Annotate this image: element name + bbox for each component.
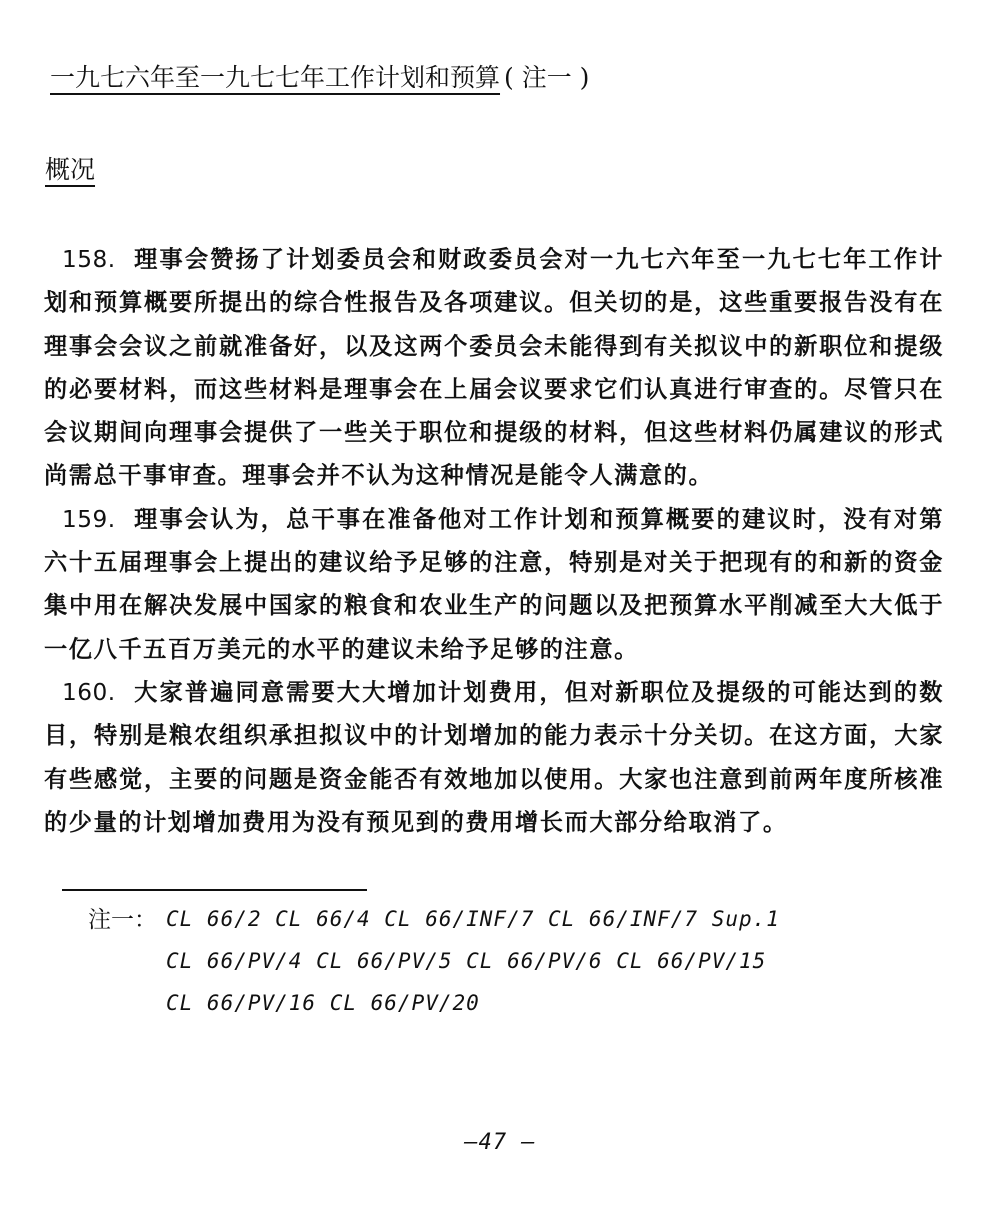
paragraph-160 <box>44 671 944 844</box>
paragraph-number: 158. <box>62 246 116 273</box>
footnote-references <box>166 898 780 1024</box>
page-number: –47 – <box>464 1130 536 1155</box>
paragraph-159 <box>44 498 944 671</box>
paragraph-number: 160. <box>62 678 116 706</box>
footnote-divider <box>62 889 367 891</box>
document-title <box>50 58 589 94</box>
paragraph-number: 159. <box>62 505 116 533</box>
footnote-label: 注一： <box>88 907 157 933</box>
section-heading: 概况 <box>45 155 96 184</box>
title-text: 一九七六年至一九七七年工作计划和预算 <box>50 63 501 92</box>
paragraph-text: 理事会赞扬了计划委员会和财政委员会对一九七六年至一九七七年工作计划和预算概要所提出的综合性报告及各项建议。但关切的是，这些重要报告没有在理事会会议之前就准备好，以及这两个委员会未能得到有关拟议中的新职位和提级的必要材料，而这些材料是理事会在上届会议要求它们认真进行审查的。尽管只在会议期间向理事会提供了一些关于职位和提级的材料，但这些材料仍属建议的形式尚需总干事审查。理事会并不认为这种情况是能令人满意的。 <box>44 246 944 490</box>
paragraph-158 <box>44 238 944 498</box>
paragraph-text: 大家普遍同意需要大大增加计划费用，但对新职位及提级的可能达到的数目，特别是粮农组织承担拟议中的计划增加的能力表示十分关切。在这方面，大家有些感觉，主要的问题是资金能否有效地加以使用。大家也注意到前两年度所核准的少量的计划增加费用为没有预见到的费用增长而大部分给取消了。 <box>44 678 944 836</box>
paragraph-text: 理事会认为，总干事在准备他对工作计划和预算概要的建议时，没有对第六十五届理事会上提出的建议给予足够的注意，特别是对关于把现有的和新的资金集中用在解决发展中国家的粮食和农业生产的问题以及把预算水平削减至大大低于一亿八千五百万美元的水平的建议未给予足够的注意。 <box>44 505 944 663</box>
body-text <box>44 238 944 844</box>
footnote-line: CL 66/PV/16 CL 66/PV/20 <box>166 991 480 1015</box>
title-note-reference: ( 注一 ) <box>504 63 590 92</box>
footnote-line: CL 66/2 CL 66/4 CL 66/INF/7 CL 66/INF/7 Sup.1 <box>166 907 780 931</box>
footnote-line: CL 66/PV/4 CL 66/PV/5 CL 66/PV/6 CL 66/PV/15 <box>166 949 767 973</box>
